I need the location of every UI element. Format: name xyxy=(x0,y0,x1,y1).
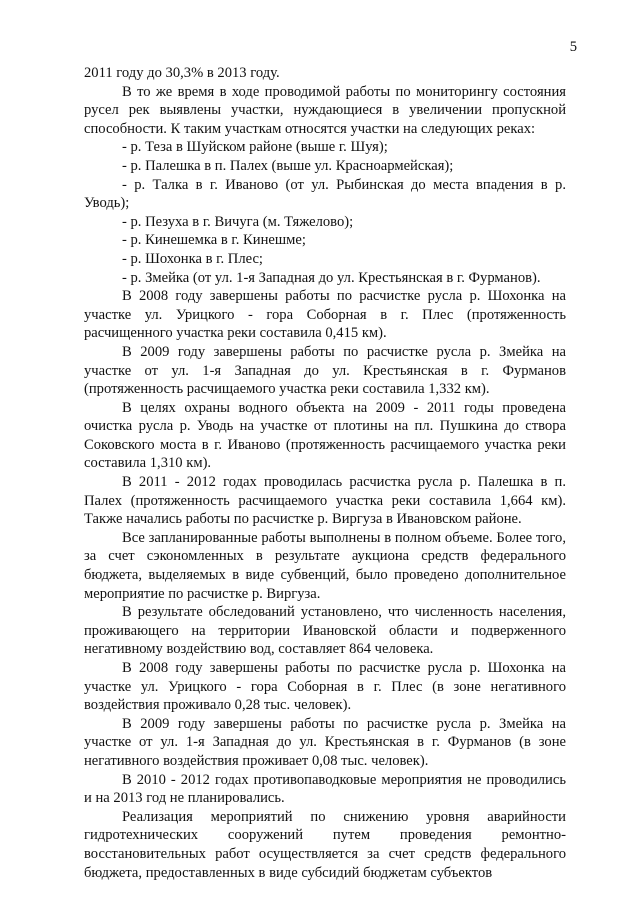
paragraph: В 2011 - 2012 годах проводилась расчистка русла р. Палешка в п. Палех (протяженность расчищаемого участка реки составила 1,664 км). Также начались работы по расчистке р. Виргуза в Ивановском районе. xyxy=(84,474,566,528)
paragraph: В целях охраны водного объекта на 2009 - 2011 годы проведена очистка русла р. Уводь на участке от плотины на пл. Пушкина до створа Соковского моста в г. Иваново (протяженность расчищаемого участка реки составила 1,310 км). xyxy=(84,399,566,472)
paragraph: Все запланированные работы выполнены в полном объеме. Более того, за счет сэкономленных в результате аукциона средств федерального бюджета, выделяемых в виде субвенций, было проведено дополнительное мероприятие по расчистке р. Виргуза. xyxy=(84,529,566,602)
list-item: - р. Пезуха в г. Вичуга (м. Тяжелово); xyxy=(122,213,354,230)
list-item: - р. Шохонка в г. Плес; xyxy=(122,250,263,267)
list-item: - р. Змейка (от ул. 1-я Западная до ул. Крестьянская в г. Фурманов). xyxy=(122,269,541,286)
paragraph: В 2010 - 2012 годах противопаводковые мероприятия не проводились и на 2013 год не планировались. xyxy=(84,771,566,807)
paragraph: В то же время в ходе проводимой работы по мониторингу состояния русел рек выявлены участки, нуждающиеся в увеличении пропускной способности. К таким участкам относятся участки на следующих реках: xyxy=(84,83,566,137)
paragraph: В 2009 году завершены работы по расчистке русла р. Змейка на участке от ул. 1-я Западная до ул. Крестьянская в г. Фурманов (протяженность расчищаемого участка реки составила 1,332 км). xyxy=(84,343,566,398)
paragraph: В 2008 году завершены работы по расчистке русла р. Шохонка на участке ул. Урицкого - гора Соборная в г. Плес (протяженность расчищенного участка реки составила 0,415 км). xyxy=(84,288,566,342)
list-item: - р. Кинешемка в г. Кинешме; xyxy=(122,232,306,249)
page-number: 5 xyxy=(569,39,577,55)
paragraph: В 2008 году завершены работы по расчистке русла р. Шохонка на участке ул. Урицкого - гора Соборная в г. Плес (в зоне негативного воздействия проживало 0,28 тыс. человек). xyxy=(84,660,566,714)
list-item: - р. Теза в Шуйском районе (выше г. Шуя); xyxy=(122,139,388,156)
paragraph: Реализация мероприятий по снижению уровня аварийности гидротехнических сооружений путем проведения ремонтно-восстановительных работ осуществляется за счет средств федерального бюджета, предоставленных в виде субсидий бюджетам субъектов xyxy=(84,808,566,881)
paragraph: В 2009 году завершены работы по расчистке русла р. Змейка на участке от ул. 1-я Западная до ул. Крестьянская в г. Фурманов (в зоне негативного воздействия проживает 0,08 тыс. человек). xyxy=(84,715,566,769)
list-item: - р. Талка в г. Иваново (от ул. Рыбинская до места впадения в р. Уводь); xyxy=(84,176,566,212)
document-body xyxy=(84,64,566,882)
paragraph: 2011 году до 30,3% в 2013 году. xyxy=(84,65,280,81)
list-item: - р. Палешка в п. Палех (выше ул. Красноармейская); xyxy=(122,157,454,174)
paragraph: В результате обследований установлено, что численность населения, проживающего на территории Ивановской области и подверженного негативному воздействию вод, составляет 864 человека. xyxy=(84,604,566,658)
